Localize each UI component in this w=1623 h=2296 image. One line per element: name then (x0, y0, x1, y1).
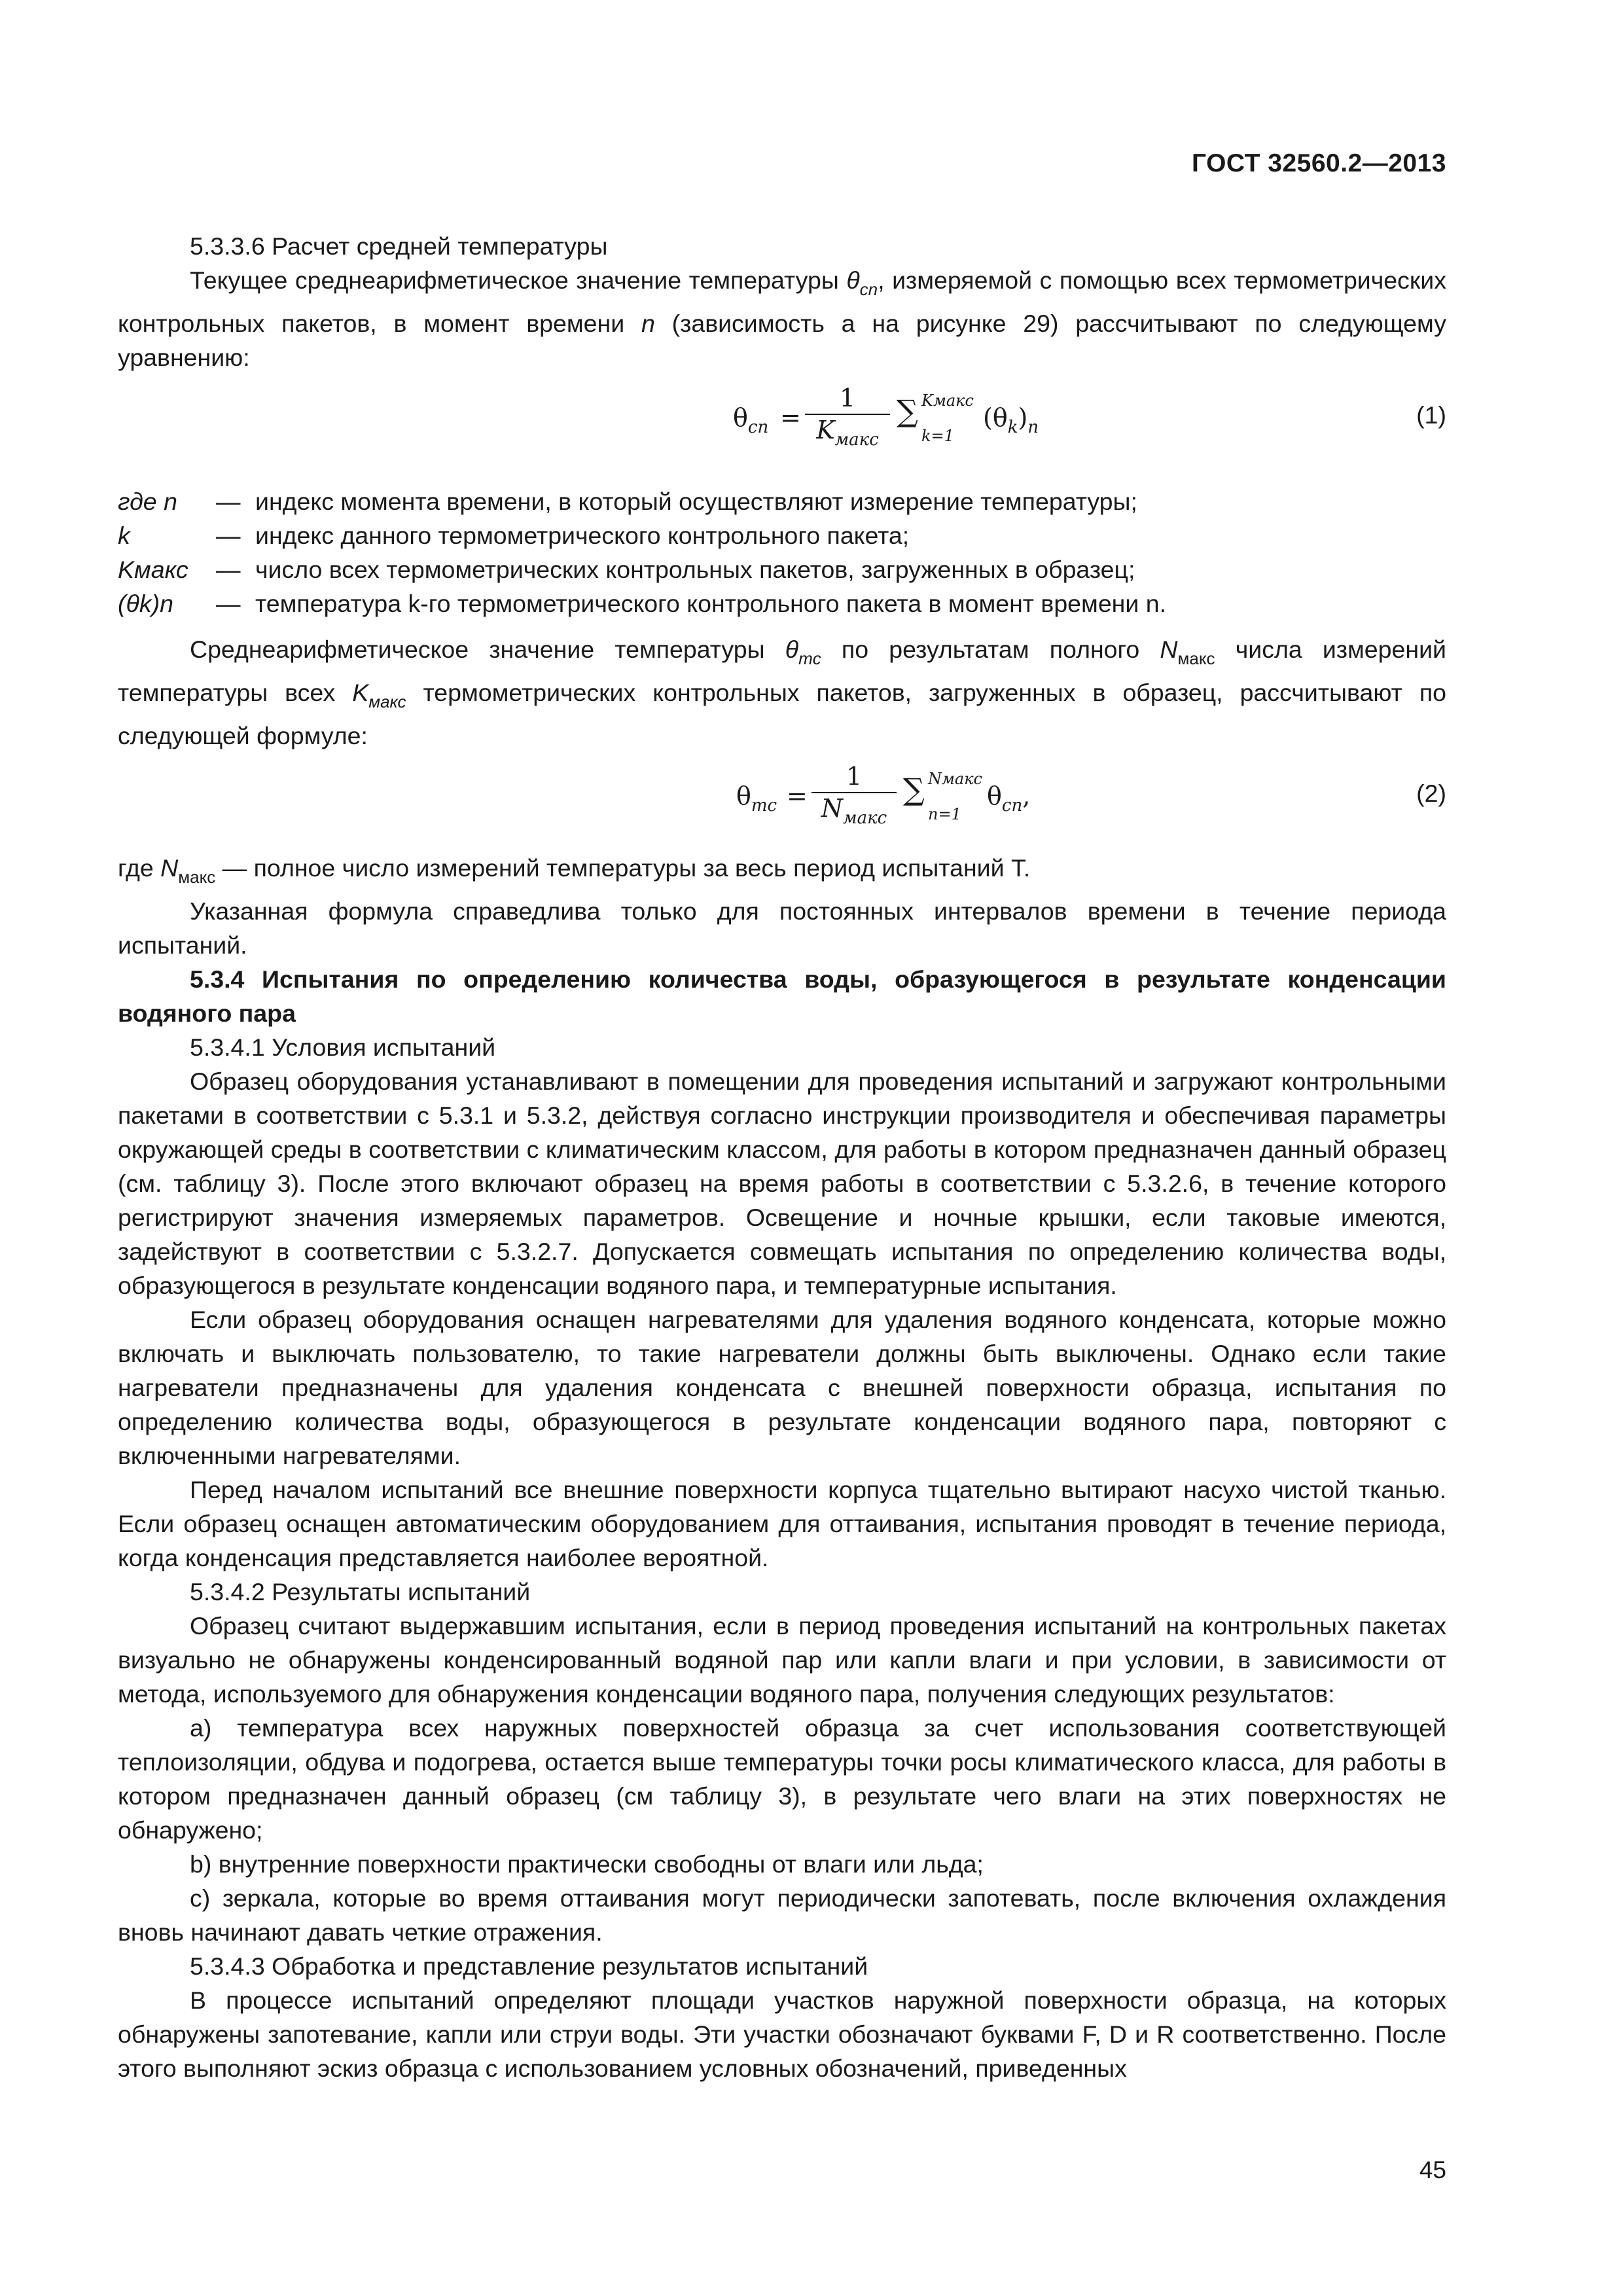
section-5341-paragraph-1: Образец оборудования устанавливают в помещении для проведения испытаний и загружают контрольными пакетами в соответствии с 5.3.1 и 5.3.2, действуя согласно инструкции производителя и обеспечивая параметры окружающей среды в соответствии с климатическим классом, для работы в котором предназначен данный образец (см. таблицу 3). После этого включают образец на время работы в соответствии с 5.3.2.6, в течение которого регистрируют значения измеряемых параметров. Освещение и ночные крышки, если таковые имеются, задействуют в соответствии с 5.3.2.7. Допускается совмещать испытания по определению количества воды, образующегося в результате конденсации водяного пара, и температурные испытания. (118, 1067, 1446, 1299)
section-5342-title: 5.3.4.2 Результаты испытаний (190, 1578, 531, 1605)
section-534-title: 5.3.4 Испытания по определению количества воды, образующегося в результате конденсации водяного пара (118, 965, 1446, 1027)
document-body (118, 229, 1446, 2085)
formula-2: $\theta_{mc}$ = 1 $N_{макс}$ ∑ Nмакс n=1 $\theta_{cn}$, (2) (736, 762, 1446, 828)
formula-2-number: (2) (1416, 780, 1446, 807)
formula-1-number: (1) (1416, 401, 1446, 429)
formula-note: Указанная формула справедлива только для постоянных интервалов времени в течение периода испытаний. (118, 897, 1446, 959)
definitions-1 (118, 484, 1446, 620)
section-5336-intro: Текущее среднеарифметическое значение температуры $\theta_{cn}$, измеряемой с помощью всех термометрических контрольных пакетов, в момент времени n (зависимость а на рисунке 29) рассчитывают по следующему уравнению: (118, 266, 1447, 371)
nmax-definition: где $N_{макс}$ — полное число измерений температуры за весь период испытаний Т. (118, 854, 1031, 887)
formula-1: $\theta_{cn}$ = 1 $K_{макс}$ ∑ Kмакс k=1 $(\theta_k)_n$ (1) (733, 384, 1446, 450)
document-page (118, 0, 1446, 2296)
section-5343-paragraph-1: В процессе испытаний определяют площади участков наружной поверхности образца, на которых обнаружены запотевание, капли или струи воды. Эти участки обозначают буквами F, D и R соответственно. После этого выполняют эскиз образца с использованием условных обозначений, приведенных (118, 1986, 1446, 2082)
section-5341-paragraph-3: Перед началом испытаний все внешние поверхности корпуса тщательно вытирают насухо чистой тканью. Если образец оснащен автоматическим оборудованием для оттаивания, испытания проводят в течение периода, когда конденсация представляется наиболее вероятной. (118, 1476, 1446, 1571)
mean-temperature-paragraph: Среднеарифметическое значение температуры $\theta_{mc}$ по результатам полного $N_{макс}$ числа измерений температуры всех $K_{макс}$ термометрических контрольных пакетов, загруженных в образец, рассчитывают по следующей формуле: (118, 636, 1447, 749)
list-item-a: a) температура всех наружных поверхностей образца за счет использования соответствующей теплоизоляции, обдува и подогрева, остается выше температуры точки росы климатического класса, для работы в котором предназначен данный образец (см таблицу 3), в результате чего влаги на этих поверхностях не обнаружено; (118, 1714, 1446, 1844)
definition-row: Kмакс — число всех термометрических контрольных пакетов, загруженных в образец; (118, 556, 1135, 583)
definition-row: (θk)n — температура k-го термометрического контрольного пакета в момент времени n. (118, 590, 1167, 617)
section-5341-title: 5.3.4.1 Условия испытаний (190, 1033, 496, 1061)
document-header: ГОСТ 32560.2—2013 (1191, 149, 1446, 177)
sum-sign-1: ∑ (897, 393, 918, 429)
list-item-b: b) внутренние поверхности практически свободны от влаги или льда; (190, 1850, 984, 1878)
definition-row: k — индекс данного термометрического контрольного пакета; (118, 522, 910, 549)
section-5342-paragraph-1: Образец считают выдержавшим испытания, если в период проведения испытаний на контрольных пакетах визуально не обнаружены конденсированный водяной пар или капли влаги и при условии, в зависимости от метода, используемого для обнаружения конденсации водяного пара, получения следующих результатов: (118, 1612, 1446, 1708)
list-item-c: c) зеркала, которые во время оттаивания могут периодически запотевать, после включения охлаждения вновь начинают давать четкие отражения. (118, 1884, 1446, 1946)
sum-sign-2: ∑ (903, 772, 925, 807)
page-number: 45 (1419, 2157, 1446, 2183)
section-5341-paragraph-2: Если образец оборудования оснащен нагревателями для удаления водяного конденсата, которые можно включать и выключать пользователю, то такие нагреватели должны быть выключены. Однако если такие нагреватели предназначены для удаления конденсата с внешней поверхности образца, испытания по определению количества воды, образующегося в результате конденсации водяного пара, повторяют с включенными нагревателями. (118, 1306, 1446, 1469)
section-5343-title: 5.3.4.3 Обработка и представление результатов испытаний (190, 1952, 868, 1980)
definition-row: где n — индекс момента времени, в который осуществляют измерение температуры; (118, 488, 1137, 515)
section-5336-title: 5.3.3.6 Расчет средней температуры (190, 232, 608, 260)
